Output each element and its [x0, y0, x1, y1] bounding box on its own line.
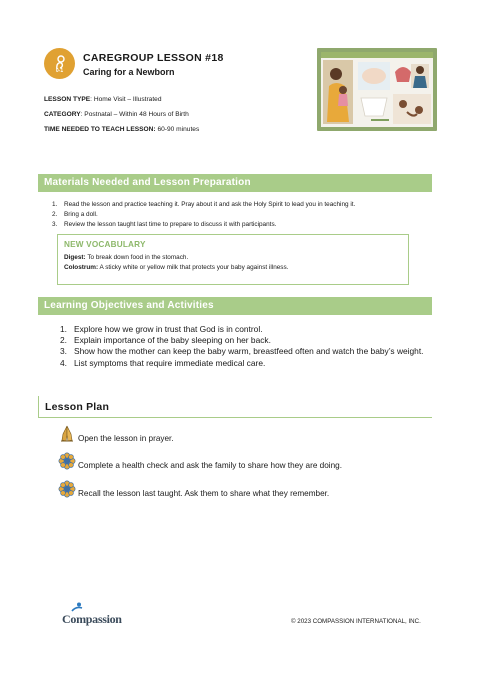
- plan-step: [58, 452, 342, 470]
- vocabulary-entry: Colostrum: A sticky white or yellow milk that protects your baby against illness.: [64, 264, 289, 271]
- materials-list: [52, 200, 355, 230]
- time-label: TIME NEEDED TO TEACH LESSON:: [44, 126, 156, 133]
- category-line: [44, 111, 189, 118]
- mother-and-baby-illustration: [321, 52, 433, 127]
- category-label: CATEGORY: [44, 111, 81, 118]
- list-item: 4. List symptoms that require immediate medical care.: [60, 357, 266, 368]
- lesson-age-badge: [44, 48, 75, 79]
- list-item: 3. Show how the mother can keep the baby warm, breastfeed often and watch the baby’s weight.: [60, 346, 424, 357]
- compassion-logo: [62, 604, 122, 627]
- copyright-notice: © 2023 COMPASSION INTERNATIONAL, INC.: [291, 618, 421, 625]
- objectives-section-header: Learning Objectives and Activities: [38, 297, 432, 315]
- vocabulary-heading: NEW VOCABULARY: [64, 240, 146, 249]
- compassion-figure-icon: [70, 602, 84, 612]
- flower-icon: [58, 480, 76, 498]
- compassion-logo-text: Compassion: [62, 612, 122, 626]
- category-value: : Postnatal – Within 48 Hours of Birth: [80, 111, 189, 118]
- plan-step-text: Open the lesson in prayer.: [78, 434, 174, 443]
- lesson-type-label: LESSON TYPE: [44, 96, 91, 103]
- materials-section-header: Materials Needed and Lesson Preparation: [38, 174, 432, 192]
- lesson-subtitle: Caring for a Newborn: [83, 67, 175, 77]
- lesson-type-value: : Home Visit – Illustrated: [90, 96, 162, 103]
- plan-step: [58, 480, 329, 498]
- plan-step-text: Complete a health check and ask the family to share how they are doing.: [78, 461, 342, 470]
- list-item: 2. Bring a doll.: [52, 211, 98, 218]
- plan-step-text: Recall the lesson last taught. Ask them to share what they remember.: [78, 489, 330, 498]
- lesson-title: CAREGROUP LESSON #18: [83, 52, 224, 64]
- lesson-illustration-thumbnail: [317, 48, 437, 131]
- age-range-label: 0-1: [55, 67, 64, 74]
- lesson-type-line: [44, 96, 162, 103]
- plan-step: [58, 425, 174, 443]
- list-item: 1. Read the lesson and practice teaching it. Pray about it and ask the Holy Spirit to lead you in teaching it.: [52, 201, 356, 208]
- praying-hands-icon: [58, 425, 76, 443]
- new-vocabulary-box: [57, 234, 409, 285]
- lesson-plan-header: Lesson Plan: [38, 396, 432, 418]
- objectives-list: [60, 324, 432, 369]
- time-value: 60-90 minutes: [155, 126, 200, 133]
- vocabulary-entry: Digest: To break down food in the stomach.: [64, 254, 189, 261]
- list-item: 1. Explore how we grow in trust that God is in control.: [60, 324, 263, 334]
- flower-icon: [58, 452, 76, 470]
- time-line: [44, 126, 199, 133]
- list-item: 2. Explain importance of the baby sleeping on her back.: [60, 335, 271, 346]
- list-item: 3. Review the lesson taught last time to prepare to discuss it with participants.: [52, 221, 277, 228]
